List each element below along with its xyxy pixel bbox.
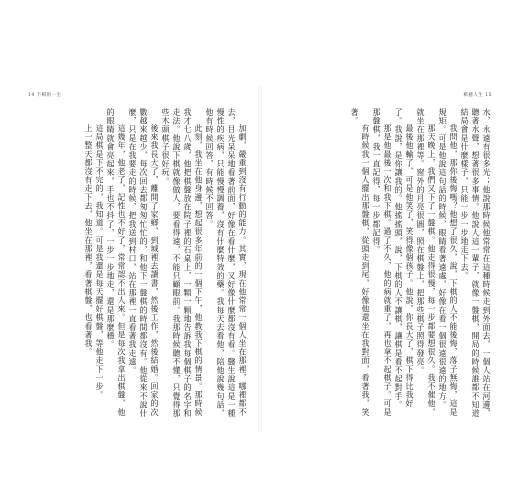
book-spread xyxy=(18,86,502,432)
paragraph: 上一整天都沒有走下去，他坐在那裡，看著棋盤，也看著我。 xyxy=(84,124,93,357)
paragraph: 水，永遠有很多光；他說那時候他常常在這種時候走到外面去，一個人站在河邊，聽著水聲，想著很多事情。他說人這一輩子，就像一盤棋，開局的時候誰都不知道結局會是什麼樣子，只能一步一步地走下去。 xyxy=(460,108,491,418)
right-page-body xyxy=(272,108,492,418)
paragraph: 加劇，嚴重到沒有行動的能力。其實，現在他常常一個人坐在那裡，哪裡都不去，目光呆呆地看著前面，好像在看什麼，又好像什麼都沒有看。醫生說這是一種慢性的疾病，只能慢慢調養，沒有什麼特效的藥。我每天去看他，陪他說幾句話，他有時候回答，有時候不回答。 xyxy=(205,108,247,418)
paragraph: 此刻，我坐在他身邊，想起很多年前的一個下午，他教我下棋的情景。那時候我才七八歲，他把棋盤放在院子裡的石桌上，一顆一顆地告訴我每個棋子的名字和走法。他說下棋就像做人，要看得遠，不能只顧眼前。我那時候聽不懂，只覺得那些木頭棋子很好玩。 xyxy=(161,108,203,418)
left-page-header: 14 下棋的一生 xyxy=(28,93,62,98)
paragraph: 這局棋是下不完的，我知道。可是我還是每天擺好棋盤，等他走下一步。 xyxy=(95,124,104,400)
paragraph: 那是他最後一次和我下棋。過了不久，他的病就重了，再也拿不起棋子。可是那盤棋，我一直記得，每一步都記得。 xyxy=(372,108,392,417)
left-page xyxy=(18,86,258,432)
paragraph: 後來我長大了，離開了家鄉，到城裡去讀書，然後工作，然後結婚。回家的次數越來越少，每次回去都匆匆忙忙的，和他下一盤棋的時間都沒有。他從來不說什麼，只是在我要走的時候，把我送到村口，站在那裡一直看著我走遠。 xyxy=(128,108,159,418)
paragraph: 最後他輸了，可是他笑了，笑得像個孩子。他說，你長大了，棋下得比我好了。我說，是你讓我的。他搖搖頭，說，下棋的人不讓棋，讓棋是看不起對手。 xyxy=(394,108,414,409)
right-page-header: 棋藝人生 15 xyxy=(463,93,492,98)
paragraph: 這幾年，他老了，記性也不好了，常常認不出人來。但是每次我拿出棋盤，他的眼睛就會亮起來，手也不抖了，一步一步地走，還是那麼穩。 xyxy=(106,108,126,417)
paragraph: 我問他，那你後悔嗎？他想了很久，說，下棋的人不能後悔，落子無悔，這是規矩。可是他說這句話的時候，眼睛看著遠處，好像在看一個很遠很遠的地方。 xyxy=(438,108,458,417)
paragraph: 有時候我一個人擺出那盤棋，從頭走到尾，好像他還坐在我對面，看著我，笑著。 xyxy=(350,108,370,417)
paragraph: 那天晚上，我們又下了一盤棋。他走得很慢，每一步都要想很久。我不催他，就坐在那裡等。窗外的月亮很圓，照在棋盤上，把那些棋子照得發亮。 xyxy=(416,108,436,417)
left-page-body xyxy=(28,108,248,418)
right-page xyxy=(262,86,502,432)
